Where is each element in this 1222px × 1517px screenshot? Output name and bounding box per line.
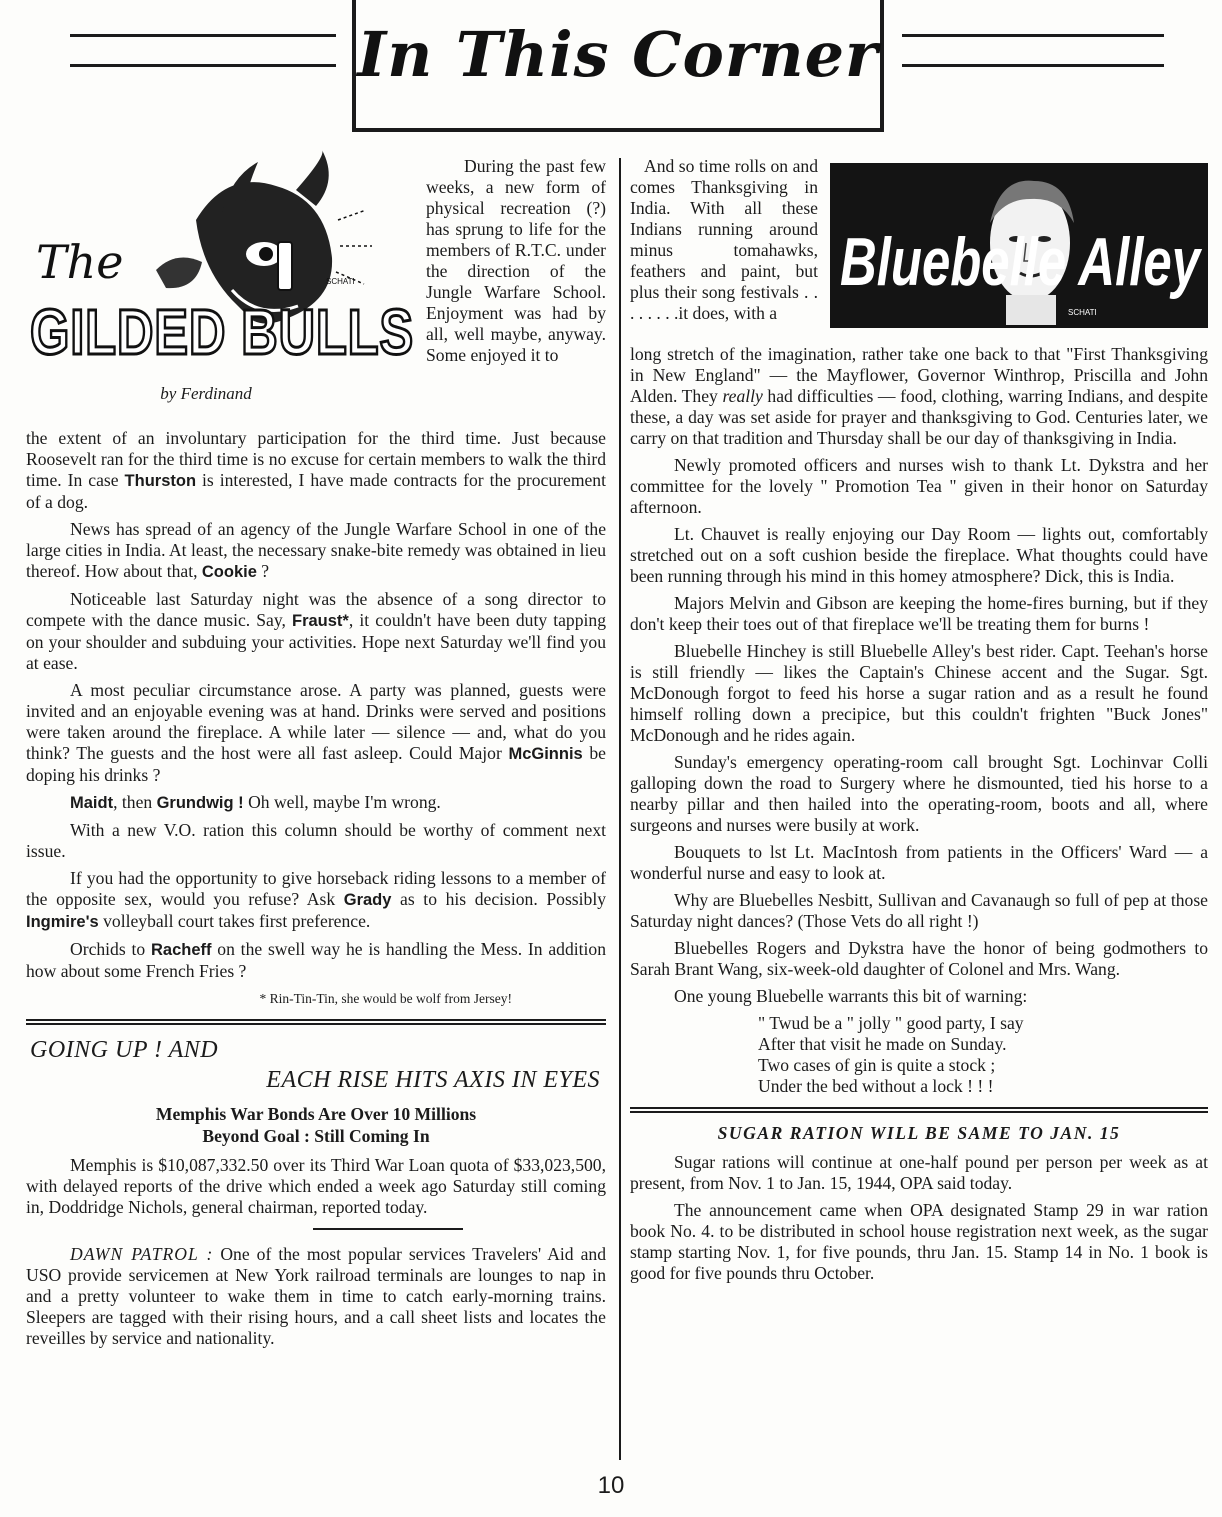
sugar-headline: SUGAR RATION WILL BE SAME TO JAN. 15 [717, 1123, 1121, 1143]
bluebelle-paragraph: Newly promoted officers and nurses wish to thank Lt. Dykstra and her committee for the lovely " Promotion Tea " given in their honor on Saturday afternoon. [630, 455, 1208, 517]
masthead-rule-right-bottom [902, 64, 1164, 67]
section-divider [26, 1019, 606, 1025]
going-up-headline-2: EACH RISE HITS AXIS IN EYES [266, 1067, 600, 1093]
sugar-paragraph-1: Sugar rations will continue at one-half pound per person per week as at present, from Nov. 1 to Jan. 15, 1944, OPA said today. [630, 1152, 1208, 1193]
dawn-patrol-paragraph: DAWN PATROL : One of the most popular services Travelers' Aid and USO provide servicemen at New York railroad terminals are lounges to nap in and a pretty volunteer to wake them in time to catch early-morning trains. Sleepers are tagged with their rising hours, and a call sheet lists and locates the reveilles by service and nationality. [26, 1244, 606, 1348]
bluebelle-paragraph: Majors Melvin and Gibson are keeping the home-fires burning, but if they don't keep their toes out of that fireplace we'll be treating them for burns ! [630, 593, 1208, 634]
bluebelle-paragraph: Lt. Chauvet is really enjoying our Day Room — lights out, comfortably stretched out on a soft cushion beside the fireplace. What thoughts could have been running through his mind in this homey atmosphere? Dick, this is India. [630, 524, 1208, 586]
bulls-intro [426, 156, 606, 366]
bluebelle-paragraph: Bluebelle Hinchey is still Bluebelle Alley's best rider. Capt. Teehan's horse is still friendly — likes the Captain's Chinese accent and the Sugar. Sgt. McDonough forgot to feed his horse a sugar ration and as a result he found himself rolling down a precipice, but this couldn't frighten "Buck Jones" McDonough and he rides again. [630, 641, 1208, 745]
bluebelle-alley-lettering: Bluebelle Alley [840, 224, 1203, 300]
bluebelle-paragraph-1: long stretch of the imagination, rather take one back to that "First Thanksgiving in New England" — the Mayflower, Governor Winthrop, Priscilla and John Alden. They really had difficulties — food, clothing, warring Indians, and despite these, a day was set aside for prayer and thanksgiving to God. Centuries later, we carry on that tradition and Thursday shall be our day of thanksgiving in India. [630, 344, 1208, 448]
art-script-the: The [36, 235, 124, 289]
emphasis-really: really [722, 386, 763, 406]
masthead-rule-left-bottom [70, 64, 336, 67]
name-cookie: Cookie [201, 563, 257, 581]
name-racheff: Racheff [150, 941, 212, 959]
bluebelle-paragraph: Bouquets to lst Lt. MacIntosh from patients in the Officers' Ward — a wonderful nurse and easy to look at. [630, 842, 1208, 883]
poem-line: After that visit he made on Sunday. [758, 1034, 1007, 1054]
bulls-paragraph-5: Maidt, then Grundwig ! Oh well, maybe I'm wrong. [70, 792, 441, 812]
section-divider [630, 1107, 1208, 1113]
bluebelle-alley-banner [830, 163, 1208, 328]
masthead-title: In This Corner [357, 17, 879, 91]
bluebelle-paragraph: One young Bluebelle warrants this bit of warning: [674, 986, 1028, 1006]
dawn-patrol-lead: DAWN PATROL : [70, 1244, 214, 1264]
sugar-paragraph-2: The announcement came when OPA designated Stamp 29 in war ration book No. 4. to be distributed in school house registration next week, as the sugar stamp starting Nov. 1, for five pounds, thru Jan. 15. Stamp 14 in No. 1 book is good for five pounds thru October. [630, 1200, 1208, 1283]
warning-poem [758, 1013, 1208, 1097]
bluebelle-intro [630, 156, 818, 324]
bulls-paragraph-6: With a new V.O. ration this column should be worthy of comment next issue. [26, 820, 606, 861]
name-ingmire: Ingmire's [26, 913, 99, 931]
footnote: * Rin-Tin-Tin, she would be wolf from Jersey! [259, 991, 512, 1006]
bulls-paragraph-4: A most peculiar circumstance arose. A party was planned, guests were invited and an enjoyable evening was at hand. Drinks were served and positions were taken around the fireplace. A while later — silence — and, what do you think? The guests and the host were all fast asleep. Could Major McGinnis be doping his drinks ? [26, 680, 606, 785]
poem-line: " Twud be a " jolly " good party, I say [758, 1013, 1024, 1033]
art-signature: SCHATI [326, 277, 355, 286]
left-column [26, 428, 606, 1355]
masthead-box [352, 0, 884, 132]
gilded-bulls-illustration [26, 150, 418, 368]
bluebelle-paragraph: Bluebelles Rogers and Dykstra have the honor of being godmothers to Sarah Brant Wang, six-week-old daughter of Colonel and Mrs. Wang. [630, 938, 1208, 979]
name-grady: Grady [343, 891, 392, 909]
masthead-rule-right-top [902, 34, 1164, 37]
right-column [630, 344, 1208, 1290]
name-fraust: Fraust* [292, 612, 349, 630]
byline: by Ferdinand [160, 384, 252, 403]
bulls-paragraph-7: If you had the opportunity to give horseback riding lessons to a member of the opposite sex, would you refuse? Ask Grady as to his decision. Possibly Ingmire's volleyball court takes first preference. [26, 868, 607, 931]
bulls-paragraph-1: the extent of an involuntary participation for the third time. Just because Roosevelt ran for the third time is no excuse for certain members to walk the third time. In case Thurston is interested, I have made contracts for the procurement of a dog. [26, 428, 606, 512]
bulls-paragraph-2: News has spread of an agency of the Jungle Warfare School in one of the large cities in India. At least, the necessary snake-bite remedy was obtained in lieu thereof. How about that, Cookie ? [26, 519, 606, 581]
going-up-subhead-2: Beyond Goal : Still Coming In [202, 1126, 430, 1146]
going-up-body: Memphis is $10,087,332.50 over its Third War Loan quota of $33,023,500, with delayed reports of the drive which ended a week ago Saturday still coming in, Doddridge Nichols, general chairman, reported today. [26, 1155, 606, 1217]
bulls-paragraph-8: Orchids to Racheff on the swell way he is handling the Mess. In addition how about some French Fries ? [26, 939, 607, 981]
name-maidt: Maidt [70, 794, 114, 812]
page-number: 10 [597, 1472, 625, 1499]
poem-line: Under the bed without a lock ! ! ! [758, 1076, 994, 1096]
name-thurston: Thurston [124, 472, 197, 490]
bluebelle-paragraph: Sunday's emergency operating-room call brought Sgt. Lochinvar Colli galloping down the road to Surgery where he dismounted, tied his horse to a nearby pillar and then hailed into the operating-room, boots and all, where surgeons and nurses were busily at work. [630, 752, 1208, 835]
column-divider [619, 158, 621, 1460]
going-up-subhead-1: Memphis War Bonds Are Over 10 Millions [155, 1104, 477, 1124]
name-mcginnis: McGinnis [508, 745, 583, 763]
bulls-intro-text: During the past few weeks, a new form of physical recreation (?) has sprung to life for the members of R.T.C. under the direction of the Jungle Warfare School. Enjoyment was had by all, well maybe, anyway. Some enjoyed it to [426, 156, 606, 365]
short-divider [313, 1228, 463, 1230]
bluebelle-intro-text: And so time rolls on and comes Thanksgiving in India. With all these Indians running around minus tomahawks, feathers and paint, but plus their song festivals . . . . . . . .it does, with a [630, 156, 818, 323]
name-grundwig: Grundwig ! [156, 794, 244, 812]
banner-signature: SCHATI [1068, 308, 1097, 317]
bulls-paragraph-3: Noticeable last Saturday night was the absence of a song director to compete with the dance music. Say, Fraust*, it couldn't have been duty tapping on your shoulder and subduing your activities. Hope next Saturday we'll find you at ease. [26, 589, 606, 673]
going-up-headline-1: GOING UP ! AND [30, 1037, 219, 1063]
masthead-rule-left-top [70, 34, 336, 37]
art-gilded-bulls-lettering: GILDED BULLS [30, 296, 414, 368]
bluebelle-paragraph: Why are Bluebelles Nesbitt, Sullivan and Cavanaugh so full of pep at those Saturday night dances? (Those Vets do all right !) [630, 890, 1208, 931]
poem-line: Two cases of gin is quite a stock ; [758, 1055, 996, 1075]
